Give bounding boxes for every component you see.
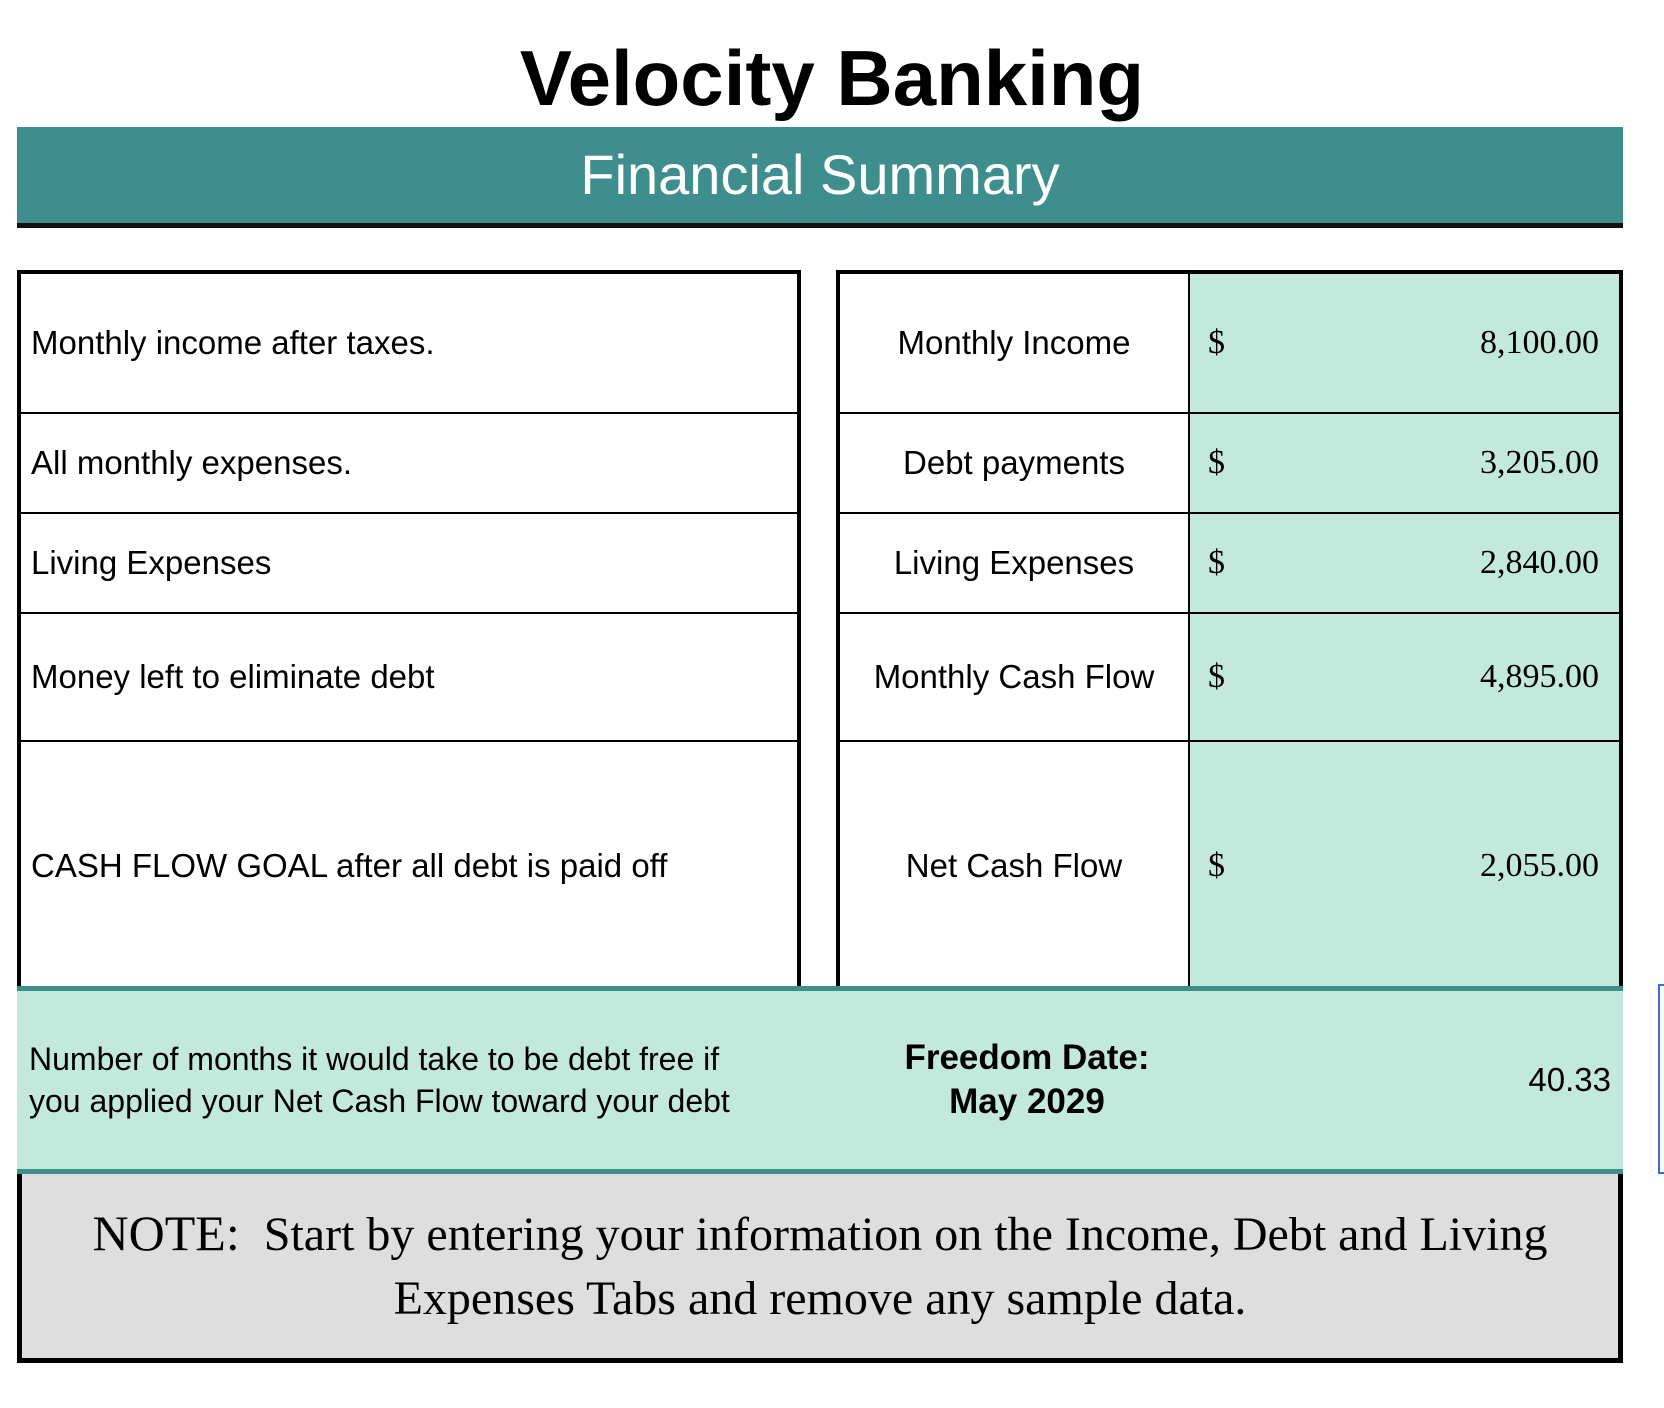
- note-text: Start by entering your information on the Income, Debt and Living Expenses Tabs and remove any sample data.: [263, 1208, 1548, 1325]
- summary-table: [836, 270, 1623, 986]
- row-description: CASH FLOW GOAL after all debt is paid off: [31, 847, 668, 884]
- summary-row-debt-payments: [840, 414, 1619, 514]
- note-box: [17, 1174, 1623, 1363]
- row-label: Monthly Income: [840, 274, 1190, 412]
- freedom-description: [29, 991, 819, 1169]
- row-description: Monthly income after taxes.: [31, 324, 435, 361]
- currency-symbol: $: [1208, 544, 1225, 581]
- freedom-date-label: Freedom Date:: [904, 1038, 1150, 1077]
- currency-symbol: $: [1208, 324, 1225, 361]
- value-cell[interactable]: [1190, 614, 1619, 740]
- freedom-description-line: you applied your Net Cash Flow toward your debt: [29, 1083, 730, 1119]
- freedom-description-line: Number of months it would take to be debt free if: [29, 1041, 720, 1077]
- section-banner: Financial Summary: [17, 127, 1623, 228]
- freedom-date-row: [17, 986, 1623, 1174]
- row-label: Monthly Cash Flow: [840, 614, 1190, 740]
- amount-value: 8,100.00: [1480, 324, 1599, 361]
- freedom-date-value: May 2029: [949, 1082, 1105, 1121]
- summary-row-monthly-income: [840, 274, 1619, 414]
- currency-symbol: $: [1208, 444, 1225, 481]
- description-row: [21, 274, 797, 414]
- currency-symbol: $: [1208, 847, 1225, 884]
- row-description: All monthly expenses.: [31, 444, 352, 481]
- description-row: [21, 614, 797, 742]
- amount-value: 4,895.00: [1480, 658, 1599, 695]
- row-description: Living Expenses: [31, 544, 272, 581]
- value-cell[interactable]: [1190, 742, 1619, 990]
- row-label: Living Expenses: [840, 514, 1190, 612]
- description-row: [21, 742, 797, 990]
- row-description: Money left to eliminate debt: [31, 658, 435, 695]
- value-cell[interactable]: [1190, 274, 1619, 412]
- freedom-date: [827, 991, 1227, 1169]
- months-to-debt-free[interactable]: 40.33: [1528, 1061, 1611, 1098]
- row-label: Net Cash Flow: [840, 742, 1190, 990]
- summary-row-living-expenses: [840, 514, 1619, 614]
- amount-value: 3,205.00: [1480, 444, 1599, 481]
- amount-value: 2,055.00: [1480, 847, 1599, 884]
- currency-symbol: $: [1208, 658, 1225, 695]
- value-cell[interactable]: [1190, 514, 1619, 612]
- description-row: [21, 414, 797, 514]
- cell-selection-edge: [1658, 984, 1664, 1174]
- description-table: [17, 270, 801, 986]
- amount-value: 2,840.00: [1480, 544, 1599, 581]
- description-row: [21, 514, 797, 614]
- summary-row-monthly-cash-flow: [840, 614, 1619, 742]
- page-title: Velocity Banking: [519, 34, 1145, 122]
- note-label: NOTE:: [92, 1205, 240, 1261]
- row-label: Debt payments: [840, 414, 1190, 512]
- summary-row-net-cash-flow: [840, 742, 1619, 990]
- value-cell[interactable]: [1190, 414, 1619, 512]
